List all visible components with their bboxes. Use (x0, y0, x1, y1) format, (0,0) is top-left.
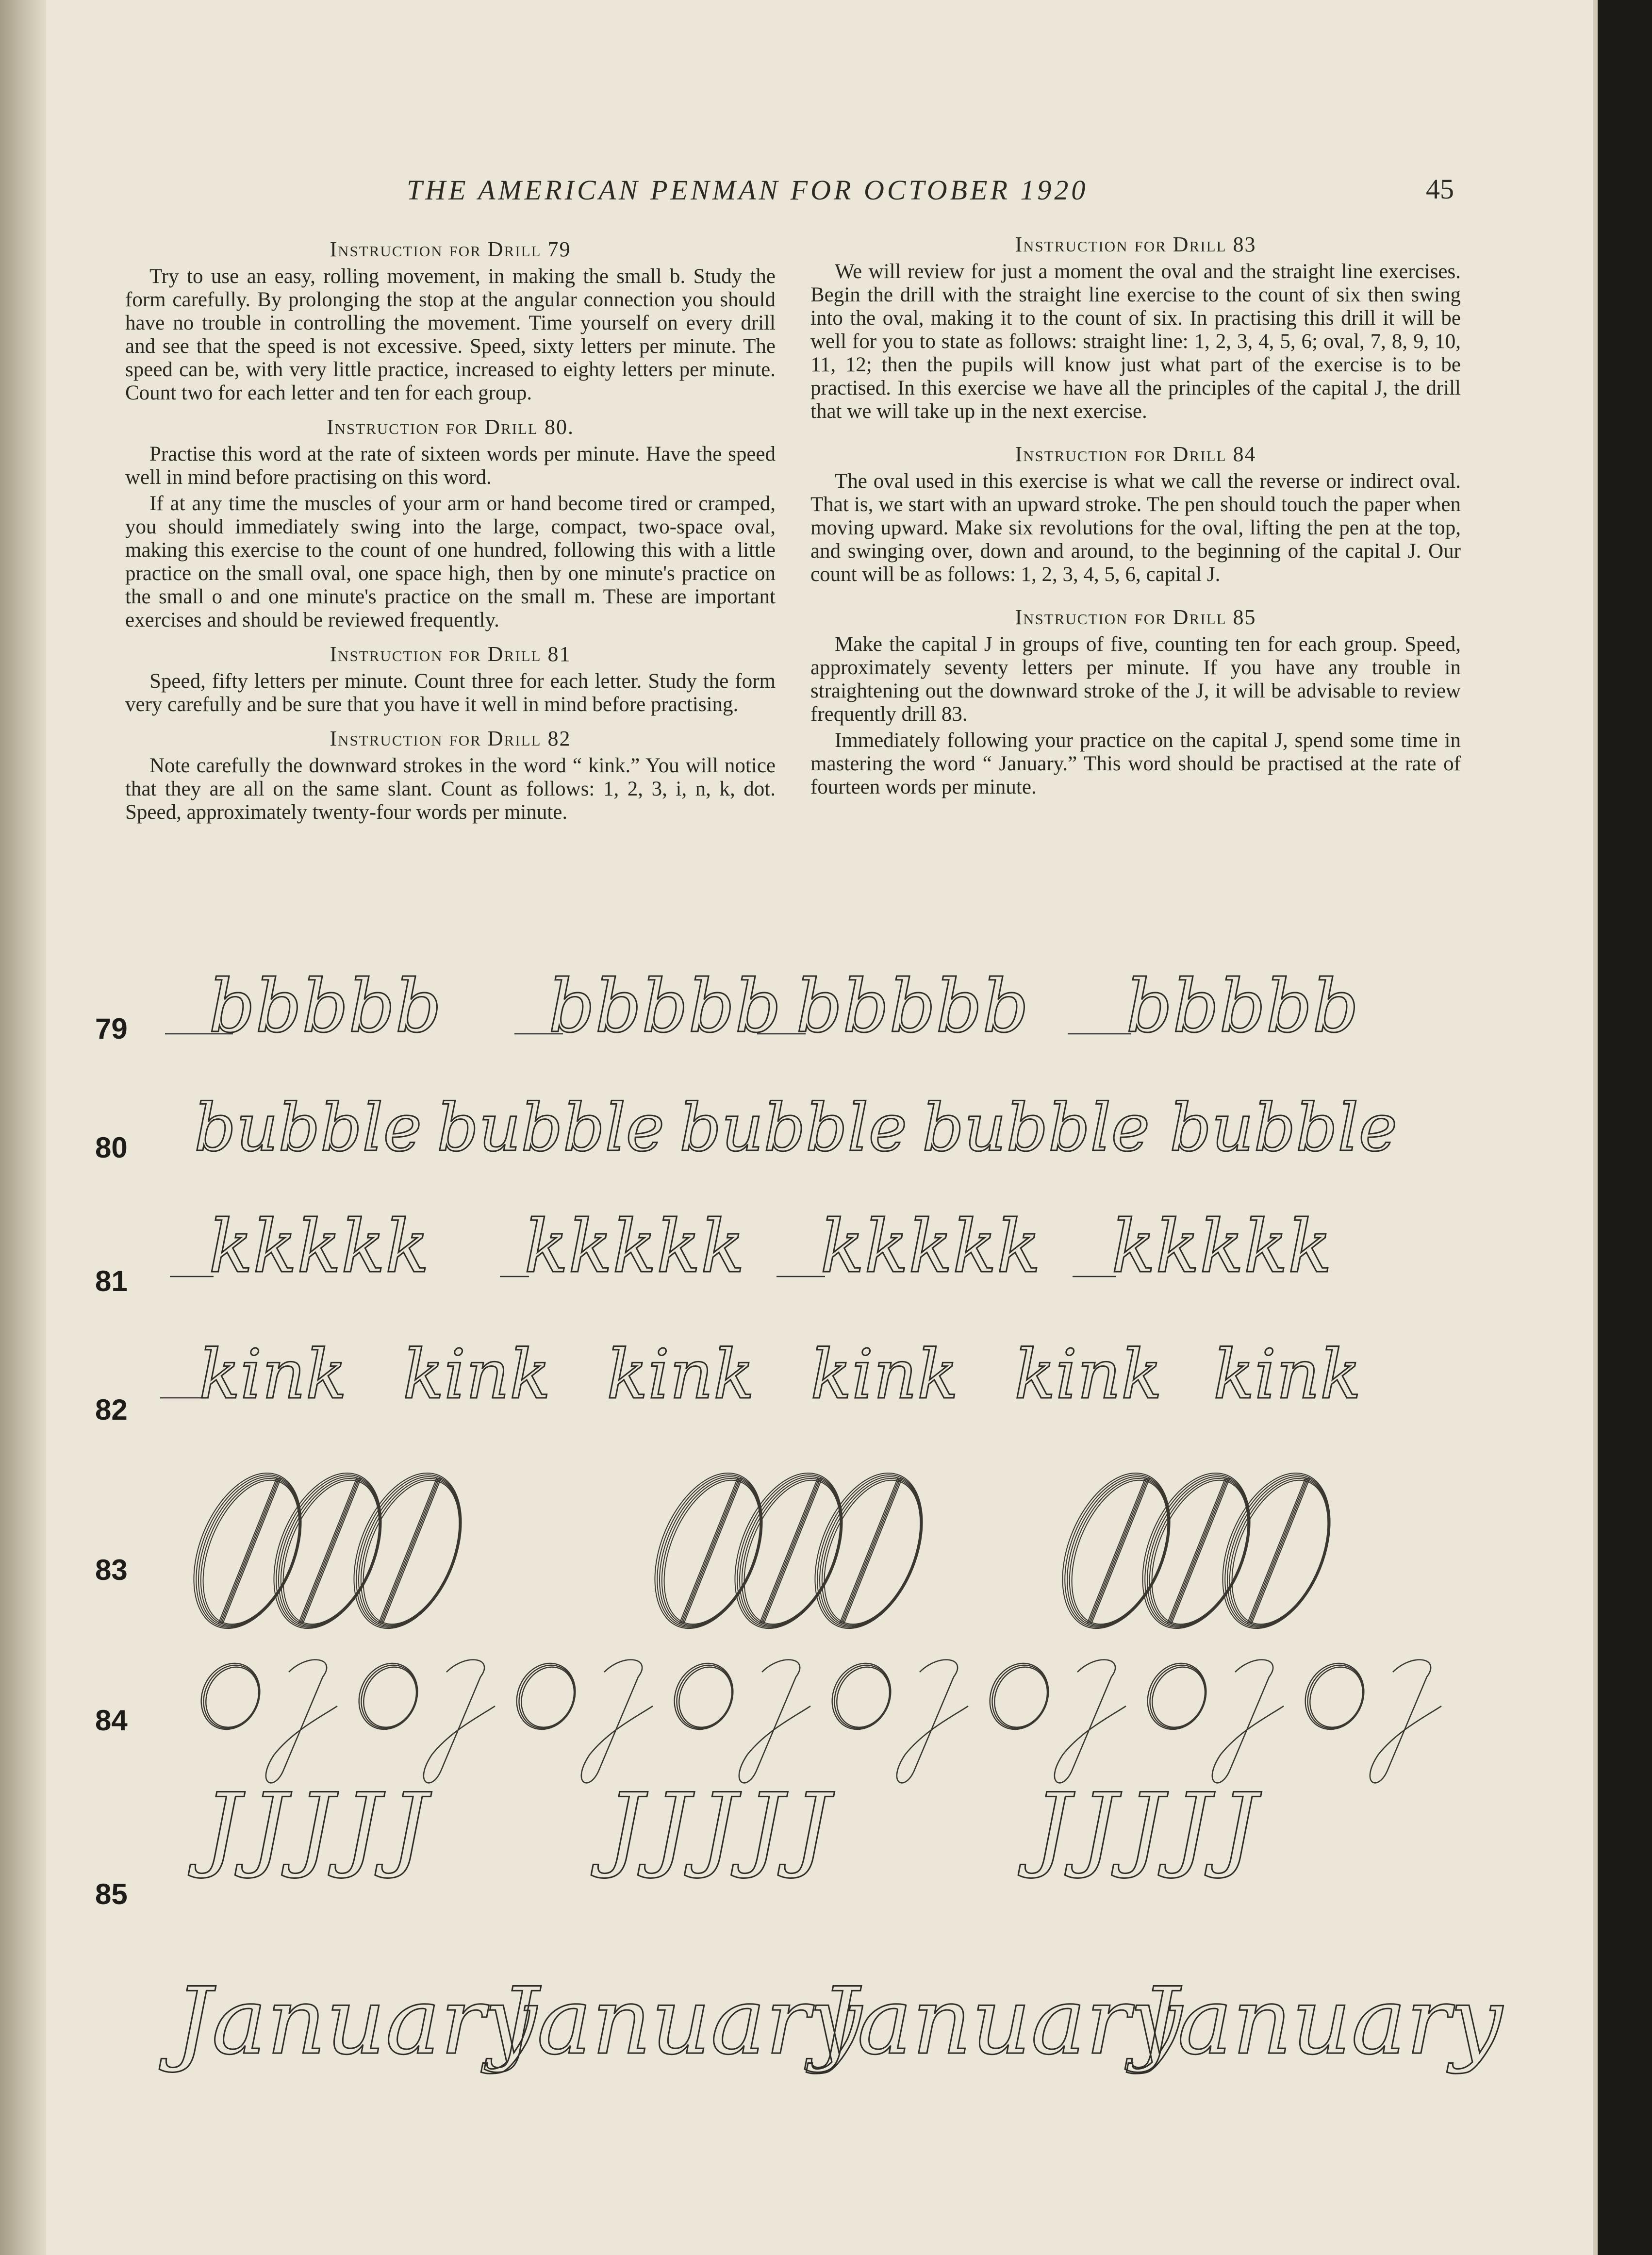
drill-82-group: kink (810, 1335, 958, 1414)
paragraph: Make the capital J in groups of five, counting ten for each group. Speed, approximately seventy letters per minute. If you have any trouble in straightening out the downward stroke of the J, it will be advisable to review frequently drill 83. (810, 633, 1461, 726)
drill-79-group: bbbbb (1126, 964, 1359, 1049)
drill-84-oval-j-pair (979, 1654, 1126, 1783)
section-heading: Instruction for Drill 80. (327, 415, 574, 439)
drill-85-group: JJJJJ (1034, 1774, 1267, 1881)
drill-84-oval-j-pair (348, 1654, 495, 1783)
drill-80-group: bubble (1170, 1090, 1398, 1166)
drill-label-80: 80 (95, 1131, 128, 1164)
section-heading: Instruction for Drill 83 (1015, 232, 1256, 256)
drill-81-group: kkkkk (820, 1205, 1041, 1289)
drill-label-85: 85 (95, 1878, 128, 1910)
january-word: January (820, 1968, 1182, 2075)
section-heading: Instruction for Drill 81 (330, 642, 571, 666)
running-header: THE AMERICAN PENMAN FOR OCTOBER 1920 (407, 174, 1089, 206)
drill-81-group: kkkkk (209, 1205, 430, 1289)
drill-83-oval (1041, 1458, 1191, 1644)
drill-79-group: bbbbb (796, 964, 1029, 1049)
paragraph: The oval used in this exercise is what we call the reverse or indirect oval. That is, we start with an upward stroke. The pen should touch the paper when moving upward. Make six revolutions for the oval, lifting the pen at the top, and swinging over, down and around, to the beginning of the capital J. Our count will be as follows: 1, 2, 3, 4, 5, 6, capital J. (810, 470, 1461, 586)
drill-81-group: kkkkk (1111, 1205, 1332, 1289)
drill-83-oval (634, 1458, 783, 1644)
drill-80-group: bubble (679, 1090, 908, 1166)
drill-84-oval-j-pair (1295, 1654, 1441, 1783)
january-word: January (500, 1968, 862, 2075)
drill-label-79: 79 (95, 1012, 128, 1045)
drill-label-81: 81 (95, 1265, 128, 1297)
drill-84-row (191, 1654, 1441, 1783)
paragraph: Try to use an easy, rolling movement, in making the small b. Study the form carefully. By prolonging the stop at the angular connection you should have no trouble in controlling the movement. Time yourself on every drill and see that the speed is not excessive. Speed, sixty letters per minute. The speed can be, with very little practice, increased to eighty letters per minute. Count two for each letter and ten for each group. (125, 265, 776, 404)
section-heading: Instruction for Drill 79 (330, 237, 571, 261)
drill-82-group: kink (199, 1335, 347, 1414)
section-heading: Instruction for Drill 82 (330, 727, 571, 750)
paragraph: Immediately following your practice on the capital J, spend some time in mastering the word “ January.” This word should be practised at the rate of fourteen words per minute. (810, 729, 1461, 798)
drill-84-oval-j-pair (664, 1654, 810, 1783)
drill-84-oval-j-pair (822, 1654, 968, 1783)
paragraph: We will review for just a moment the oval and the straight line exercises. Begin the drill with the straight line exercise to the count of six then swing into the oval, making it to the count of six. In practising this drill it will be well for you to state as follows: straight line: 1, 2, 3, 4, 5, 6; oval, 7, 8, 9, 10, 11, 12; then the pupils will know just what part of the exercise is to be practised. In this exercise we have all the principles of the capital J, the drill that we will take up in the next exercise. (810, 260, 1461, 423)
paragraph: Practise this word at the rate of sixteen words per minute. Have the speed well in mind before practising on this word. (125, 443, 776, 489)
section-heading: Instruction for Drill 84 (1015, 442, 1256, 466)
drill-label-82: 82 (95, 1393, 128, 1426)
january-word: January (175, 1968, 537, 2075)
drill-84-oval-j-pair (1137, 1654, 1284, 1783)
paragraph: If at any time the muscles of your arm or hand become tired or cramped, you should immediately swing into the large, compact, two-space oval, making this exercise to the count of one hundred, following this with a little practice on the small oval, one space high, then by one minute's practice on the small o and one minute's practice on the small m. These are important exercises and should be reviewed frequently. (125, 492, 776, 631)
drill-82-group: kink (403, 1335, 551, 1414)
drill-79-row (165, 964, 1359, 1049)
drill-80-group: bubble (922, 1090, 1150, 1166)
drill-80-row (194, 1090, 1397, 1166)
page-number: 45 (1426, 173, 1454, 205)
drill-label-84: 84 (95, 1704, 128, 1737)
drill-81-group: kkkkk (524, 1205, 745, 1289)
drill-84-oval-j-pair (191, 1654, 337, 1783)
drill-label-83: 83 (95, 1554, 128, 1586)
drill-80-group: bubble (194, 1090, 422, 1166)
drill-81-row (170, 1205, 1332, 1289)
drill-82-group: kink (1213, 1335, 1361, 1414)
drill-85-group: JJJJJ (204, 1774, 437, 1881)
drill-82-group: kink (607, 1335, 755, 1414)
drill-79-group: bbbbb (209, 964, 442, 1049)
january-row (159, 1968, 1503, 2075)
paragraph: Note carefully the downward strokes in the word “ kink.” You will notice that they are all on the same slant. Count as follows: 1, 2, 3, i, n, k, dot. Speed, approximately twenty-four words per minute. (125, 754, 776, 824)
drill-83-row (173, 1458, 1351, 1644)
january-word: January (1140, 1968, 1503, 2075)
drill-82-group: kink (1014, 1335, 1162, 1414)
drill-85-group: JJJJJ (607, 1774, 840, 1881)
drill-82-row (160, 1335, 1361, 1414)
drill-83-oval (173, 1458, 322, 1644)
drill-79-group: bbbbb (548, 964, 782, 1049)
paragraph: Speed, fifty letters per minute. Count three for each letter. Study the form very carefully and be sure that you have it well in mind before practising. (125, 670, 776, 716)
drill-85-row (188, 1774, 1267, 1881)
drill-84-oval-j-pair (506, 1654, 653, 1783)
section-heading: Instruction for Drill 85 (1015, 605, 1256, 629)
drill-80-group: bubble (437, 1090, 665, 1166)
